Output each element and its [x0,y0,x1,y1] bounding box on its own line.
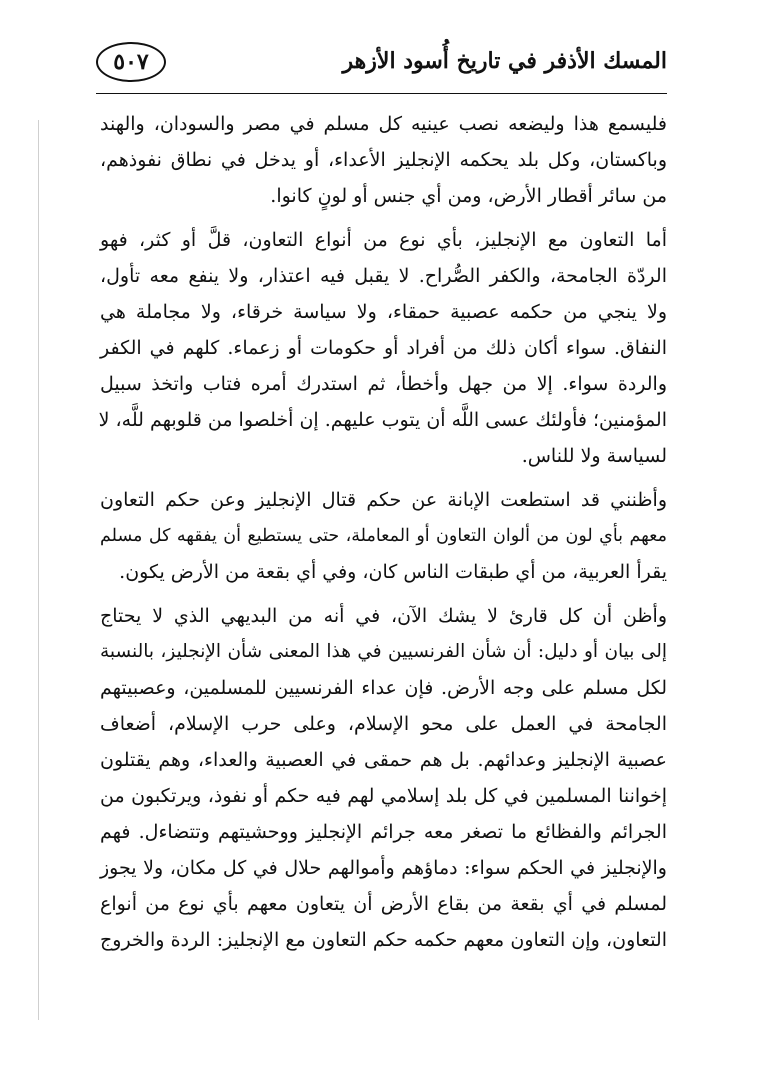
body-text [100,106,667,966]
text-line: الردّة الجامحة، والكفر الصُّراح. لا يقبل فيه اعتذار، ولا ينفع معه تأول، [100,265,667,287]
text-line: وأظن أن كل قارئ لا يشك الآن، في أنه من البديهي الذي لا يحتاج [100,605,667,627]
text-line: فليسمع هذا وليضعه نصب عينيه كل مسلم في مصر والسودان، والهند [100,113,667,135]
text-line: لسياسة ولا للناس. [521,445,667,467]
text-line: إخواننا المسلمين في كل بلد إسلامي لهم فيه حكم أو نفوذ، ويرتكبون من [100,785,667,807]
page-header [96,42,667,94]
text-line: الجامحة في العمل على محو الإسلام، وعلى حرب الإسلام، أضعاف [100,713,667,735]
text-line: الجرائم والفظائع ما تصغر معه جرائم الإنجليز ووحشيتهم وتتضاءل. فهم [100,821,667,843]
text-line: المؤمنين؛ فأولئك عسى اللَّه أن يتوب عليهم. إن أخلصوا من قلوبهم للَّه، لا [98,409,667,431]
paragraph [100,598,667,958]
text-line: يقرأ العربية، من أي طبقات الناس كان، وفي أي بقعة من الأرض يكون. [119,561,667,583]
running-title: المسك الأذفر في تاريخ أُسود الأزهر [342,48,667,74]
scan-margin-line [38,120,39,1020]
text-line: إلى بيان أو دليل: أن شأن الفرنسيين في هذا المعنى شأن الإنجليز، بالنسبة [100,641,667,662]
text-line: وأظنني قد استطعت الإبانة عن حكم قتال الإنجليز وعن حكم التعاون [100,489,667,511]
text-line: لمسلم في أي بقعة من بقاع الأرض أن يتعاون معهم بأي نوع من أنواع [100,893,667,915]
page-number: ٥٠٧ [96,42,166,82]
paragraph [100,106,667,214]
text-line: والردة سواء. إلا من جهل وأخطأ، ثم استدرك أمره فتاب واتخذ سبيل [100,373,668,395]
text-line: النفاق. سواء أكان ذلك من أفراد أو حكومات أو زعماء. كلهم في الكفر [100,337,667,359]
text-line: أما التعاون مع الإنجليز، بأي نوع من أنواع التعاون، قلَّ أو كثر، فهو [100,229,667,251]
text-line: من سائر أقطار الأرض، ومن أي جنس أو لونٍ كانوا. [270,185,667,207]
text-line: ولا ينجي من حكمه عصبية حمقاء، ولا سياسة خرقاء، ولا مجاملة هي [100,301,667,323]
paragraph [100,222,667,474]
text-line: لكل مسلم على وجه الأرض. فإن عداء الفرنسيين للمسلمين، وعصبيتهم [100,677,667,699]
header-rule [96,93,667,94]
text-line: معهم بأي لون من ألوان التعاون أو المعاملة، حتى يستطيع أن يفقهه كل مسلم [100,526,667,546]
text-line: عصبية الإنجليز وعدائهم. بل هم حمقى في العصبية والعداء، وهم يقتلون [100,749,667,771]
paragraph [100,482,667,590]
text-line: وباكستان، وكل بلد يحكمه الإنجليز الأعداء، أو يدخل في نطاق نفوذهم، [100,149,667,171]
text-line: التعاون، وإن التعاون معهم حكمه حكم التعاون مع الإنجليز: الردة والخروج [100,929,667,951]
text-line: والإنجليز في الحكم سواء: دماؤهم وأموالهم حلال في كل مكان، ولا يجوز [100,857,667,879]
